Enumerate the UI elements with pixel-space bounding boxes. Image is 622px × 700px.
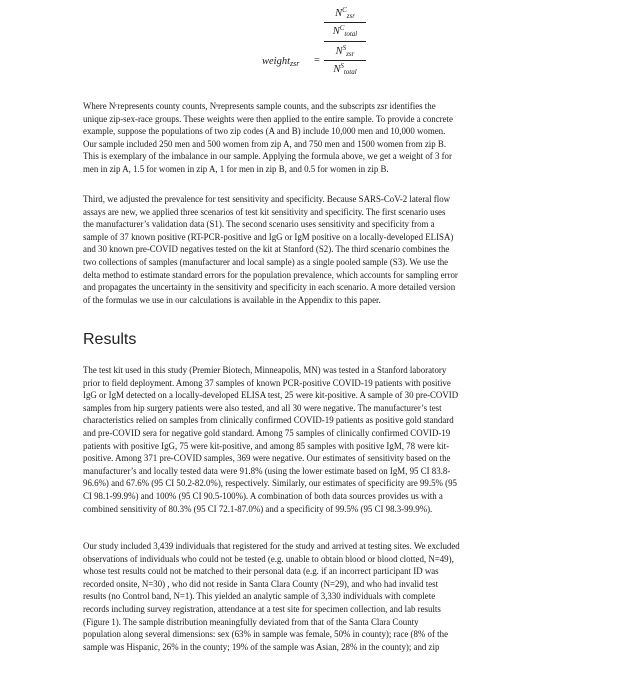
formula-lhs (262, 56, 299, 68)
text-line: records including survey registration, attendance at a test site for specimen collection, and lab results (83, 603, 441, 614)
text-line: delta method to estimate standard errors for the population prevalence, which accounts for sampling error (83, 269, 458, 280)
text-line: the manufacturer’s validation data (S1). The second scenario uses sensitivity and specificity from a (83, 219, 435, 230)
formula-numerator: $N^Czsr$ $N^Ctotal$ (324, 6, 366, 39)
text-line: men in zip A, 1.5 for women in zip A, 1 for men in zip B, and 0.5 for women in zip B. (83, 163, 389, 174)
paragraph-weights-explanation (83, 100, 553, 176)
text-line: whose test results could not be matched to their personal data (e.g. if an incorrect participant ID was (83, 566, 439, 577)
text-line: results (no Control band, N=1). This yielded an analytic sample of 3,330 individuals with complete (83, 591, 436, 602)
text-line: IgG or IgM detected on a locally-developed ELISA test, 25 were kit-positive. A sample of 30 pre-COVID (83, 390, 459, 401)
text-line: Our sample included 250 men and 500 women from zip A, and 750 men and 1500 women from zip B. (83, 138, 447, 149)
formula-main-bar (324, 41, 366, 42)
text-line: two collections of samples (manufacturer and local sample) as a single pooled sample (S3). We use the (83, 256, 449, 267)
text-line: Third, we adjusted the prevalence for test sensitivity and specificity. Because SARS-CoV-2 lateral flow (83, 194, 451, 204)
formula-denominator: $N^Szsr$ $N^Stotal$ (324, 44, 366, 77)
text-line: sample was Hispanic, 26% in the county; 19% of the sample was Asian, 28% in the county); and zip (83, 641, 440, 652)
text-line: example, suppose the populations of two zip codes (A and B) include 10,000 men and 10,000 women. (83, 126, 446, 137)
text-line: positive. Among 371 pre-COVID samples, 369 were negative. Our estimates of sensitivity based on the (83, 453, 451, 464)
text-line: prior to field deployment. Among 37 samples of known PCR-positive COVID-19 patients with positive (83, 377, 451, 388)
text-line: characteristics relied on samples from clinically confirmed COVID-19 patients as positive gold standard (83, 415, 454, 426)
text-line: recorded onsite, N=30) , who did not reside in Santa Clara County (N=29), and who had invalid test (83, 578, 439, 589)
text-line: and pre-COVID sera for negative gold standard. Among 75 samples of clinically confirmed COVID-19 (83, 427, 451, 438)
text-line: CI 98.1-99.9%) and 100% (95 CI 90.5-100%). A combination of both data sources provides us with a (83, 490, 443, 501)
paragraph-test-kit (83, 364, 553, 515)
text-line: manufacturer’s and locally tested data were 91.8% (using the lower estimate based on IgM, 95 CI 83.8- (83, 465, 451, 476)
text-line: population along several dimensions: sex (63% in sample was female, 50% in county); race (8% of the (83, 629, 449, 640)
text-line: Where Nᶜrepresents county counts, Nˢrepresents sample counts, and the subscripts zsr identifies the (83, 101, 436, 111)
formula-lhs-subscript: zsr (290, 59, 300, 68)
formula-lhs-word: weight (262, 56, 290, 67)
formula-fraction (324, 6, 366, 77)
text-line: samples from hip surgery patients were also tested, and all 30 were negative. The manufacturer’s test (83, 402, 442, 413)
text-line: 96.6%) and 67.6% (95 CI 50.2-82.0%), respectively. Similarly, our estimates of specificity are 99.5% (95 (83, 478, 457, 489)
text-line: assays are new, we applied three scenarios of test kit sensitivity and specificity. The first scenario uses (83, 206, 446, 217)
text-line: and propagates the uncertainty in the sensitivity and specificity in each scenario. A more detailed version (83, 282, 456, 293)
text-line: This is exemplary of the imbalance in our sample. Applying the formula above, we get a weight of 3 for (83, 151, 452, 162)
paragraph-study-sample (83, 540, 553, 653)
text-line: patients with positive IgG, 75 were kit-positive, and among 85 samples with positive IgM, 78 were kit- (83, 440, 450, 451)
text-line: combined sensitivity of 80.3% (95 CI 72.1-87.0%) and a specificity of 99.5% (95 CI 98.3-99.9%). (83, 503, 433, 514)
text-line: of the formulas we use in our calculations is available in the Appendix to this paper. (83, 294, 381, 305)
text-line: and 30 known pre-COVID negatives tested on the kit at Stanford (S2). The third scenario combines the (83, 244, 450, 255)
text-line: observations of individuals who could not be tested (e.g. unable to obtain blood or blood clotted, N=49), (83, 553, 454, 564)
weight-formula (262, 6, 462, 92)
text-line: The test kit used in this study (Premier Biotech, Minneapolis, MN) was tested in a Stanford laboratory (83, 365, 447, 375)
formula-equals: = (314, 55, 320, 66)
text-line: (Figure 1). The sample distribution meaningfully deviated from that of the Santa Clara County (83, 616, 419, 627)
section-heading-results: Results (83, 331, 137, 348)
paragraph-sensitivity-adjustment (83, 193, 553, 306)
text-line: Our study included 3,439 individuals that registered for the study and arrived at testing sites. We excluded (83, 541, 460, 551)
text-line: unique zip-sex-race groups. These weights were then applied to the entire sample. To provide a concrete (83, 113, 453, 124)
text-line: sample of 37 known positive (RT-PCR-positive and IgG or IgM positive on a locally-developed ELISA) (83, 231, 454, 242)
